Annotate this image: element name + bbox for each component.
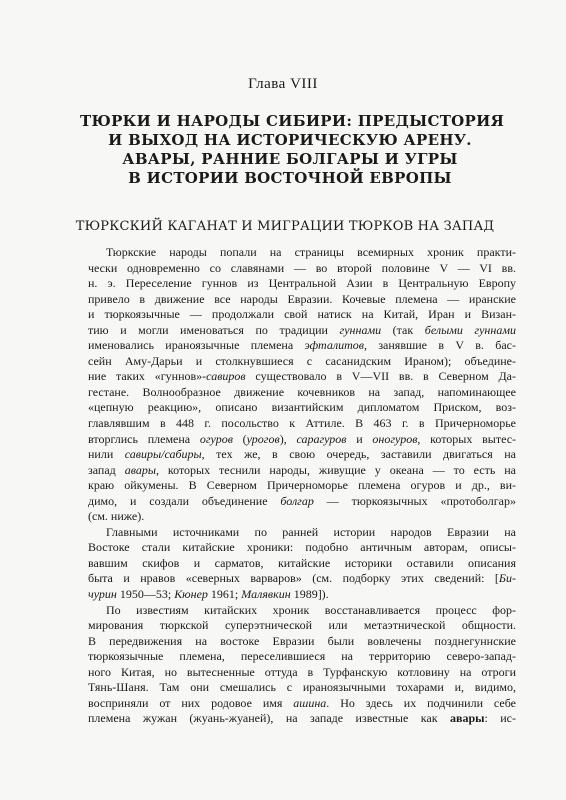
text-line: н. э. Переселение гуннов из Центральной Азии в Центральную Европу bbox=[88, 276, 516, 291]
text-line: сейн Аму-Дарьи и столкнувшиеся с сасанидским Ираном); объедине- bbox=[88, 353, 516, 368]
text-line: Тянь-Шаня. Там они смешались с ираноязычными тохарами и, видимо, bbox=[88, 680, 516, 695]
chapter-title bbox=[80, 112, 505, 188]
text-line: быта и нравов «северных варваров» (см. подборку этих сведений: [Би- bbox=[88, 571, 516, 586]
text-line: вторглись племена огуров (урогов), сарагуров и оногуров, которых вытес- bbox=[88, 431, 517, 446]
text-line: (см. ниже). bbox=[88, 509, 145, 524]
text-line: краю ойкумены. В Северном Причерноморье племена огуров и др., ви- bbox=[88, 478, 516, 493]
text-line: главлявшим в 448 г. посольство к Аттиле. В 463 г. в Причерноморье bbox=[88, 416, 516, 431]
text-line: чески одновременно со славянами — во второй половине V — VI вв. bbox=[88, 260, 516, 275]
text-line: Тюркские народы попали на страницы всемирных хроник практи- bbox=[106, 245, 516, 259]
text-line: мирования тюркской суперэтнической или метаэтнической общности. bbox=[88, 618, 516, 633]
text-line: Востоке стали китайские хроники: подобно античным авторам, описы- bbox=[88, 540, 516, 555]
text-line: привело в движение все народы Евразии. Кочевые племена — иранские bbox=[88, 291, 516, 306]
chapter-title-line: В ИСТОРИИ ВОСТОЧНОЙ ЕВРОПЫ bbox=[128, 169, 452, 187]
text-line: ного Китая, но вытесненные оттуда в Турфанскую котловину на отроги bbox=[88, 664, 516, 679]
text-line: димо, и создали объединение болгар — тюркоязычных «протоболгар» bbox=[88, 493, 517, 508]
text-line: Главными источниками по ранней истории народов Евразии на bbox=[106, 524, 516, 539]
text-line: восприняли от них родовое имя ашина. Но здесь их подчинили себе bbox=[88, 695, 516, 710]
text-line: тию и могли именоваться по традиции гуннами (так белыми гуннами bbox=[88, 322, 516, 337]
text-line: нили савиры/сабиры, тех же, в свою очередь, заставили двигаться на bbox=[88, 447, 516, 462]
text-line: вавшим скифов и сарматов, китайские историки оставили описания bbox=[88, 555, 516, 570]
text-line: «цепную реакцию», описано византийским дипломатом Приском, воз- bbox=[88, 400, 516, 415]
text-line: запад авары, которых теснили народы, живущие у океана — то есть на bbox=[88, 462, 516, 477]
text-line: и тюркоязычные — продолжали свой натиск на Китай, Иран и Визан- bbox=[88, 307, 516, 322]
section-heading: ТЮРКСКИЙ КАГАНАТ И МИГРАЦИИ ТЮРКОВ НА ЗАПАД bbox=[75, 219, 495, 234]
text-line: гестане. Волнообразное движение кочевников на запад, напоминающее bbox=[88, 384, 516, 399]
text-line: ние таких «гуннов»-савиров существовало в V—VII вв. в Северном Да- bbox=[88, 369, 516, 384]
text-line: племена жужан (жуань-жуаней), на западе известные как авары: ис- bbox=[88, 711, 517, 726]
chapter-title-line: АВАРЫ, РАННИЕ БОЛГАРЫ И УГРЫ bbox=[122, 150, 458, 168]
text-line: В передвижения на востоке Евразии были вовлечены позднегуннские bbox=[88, 633, 516, 648]
body-text bbox=[88, 245, 516, 727]
text-line: тюркоязычные племена, переселившиеся на территорию северо-запад- bbox=[88, 649, 516, 664]
chapter-heading: Глава VIII bbox=[248, 76, 318, 92]
chapter-title-line: ТЮРКИ И НАРОДЫ СИБИРИ: ПРЕДЫСТОРИЯ bbox=[80, 112, 505, 130]
text-line: чурин 1950—53; Кюнер 1961; Малявкин 1989]). bbox=[88, 587, 329, 602]
chapter-title-line: И ВЫХОД НА ИСТОРИЧЕСКУЮ АРЕНУ. bbox=[108, 131, 472, 149]
text-line: По известиям китайских хроник восстанавливается процесс фор- bbox=[106, 602, 516, 617]
text-line: именовались ираноязычные племена эфталитов, занявшие в V в. бас- bbox=[88, 338, 516, 353]
